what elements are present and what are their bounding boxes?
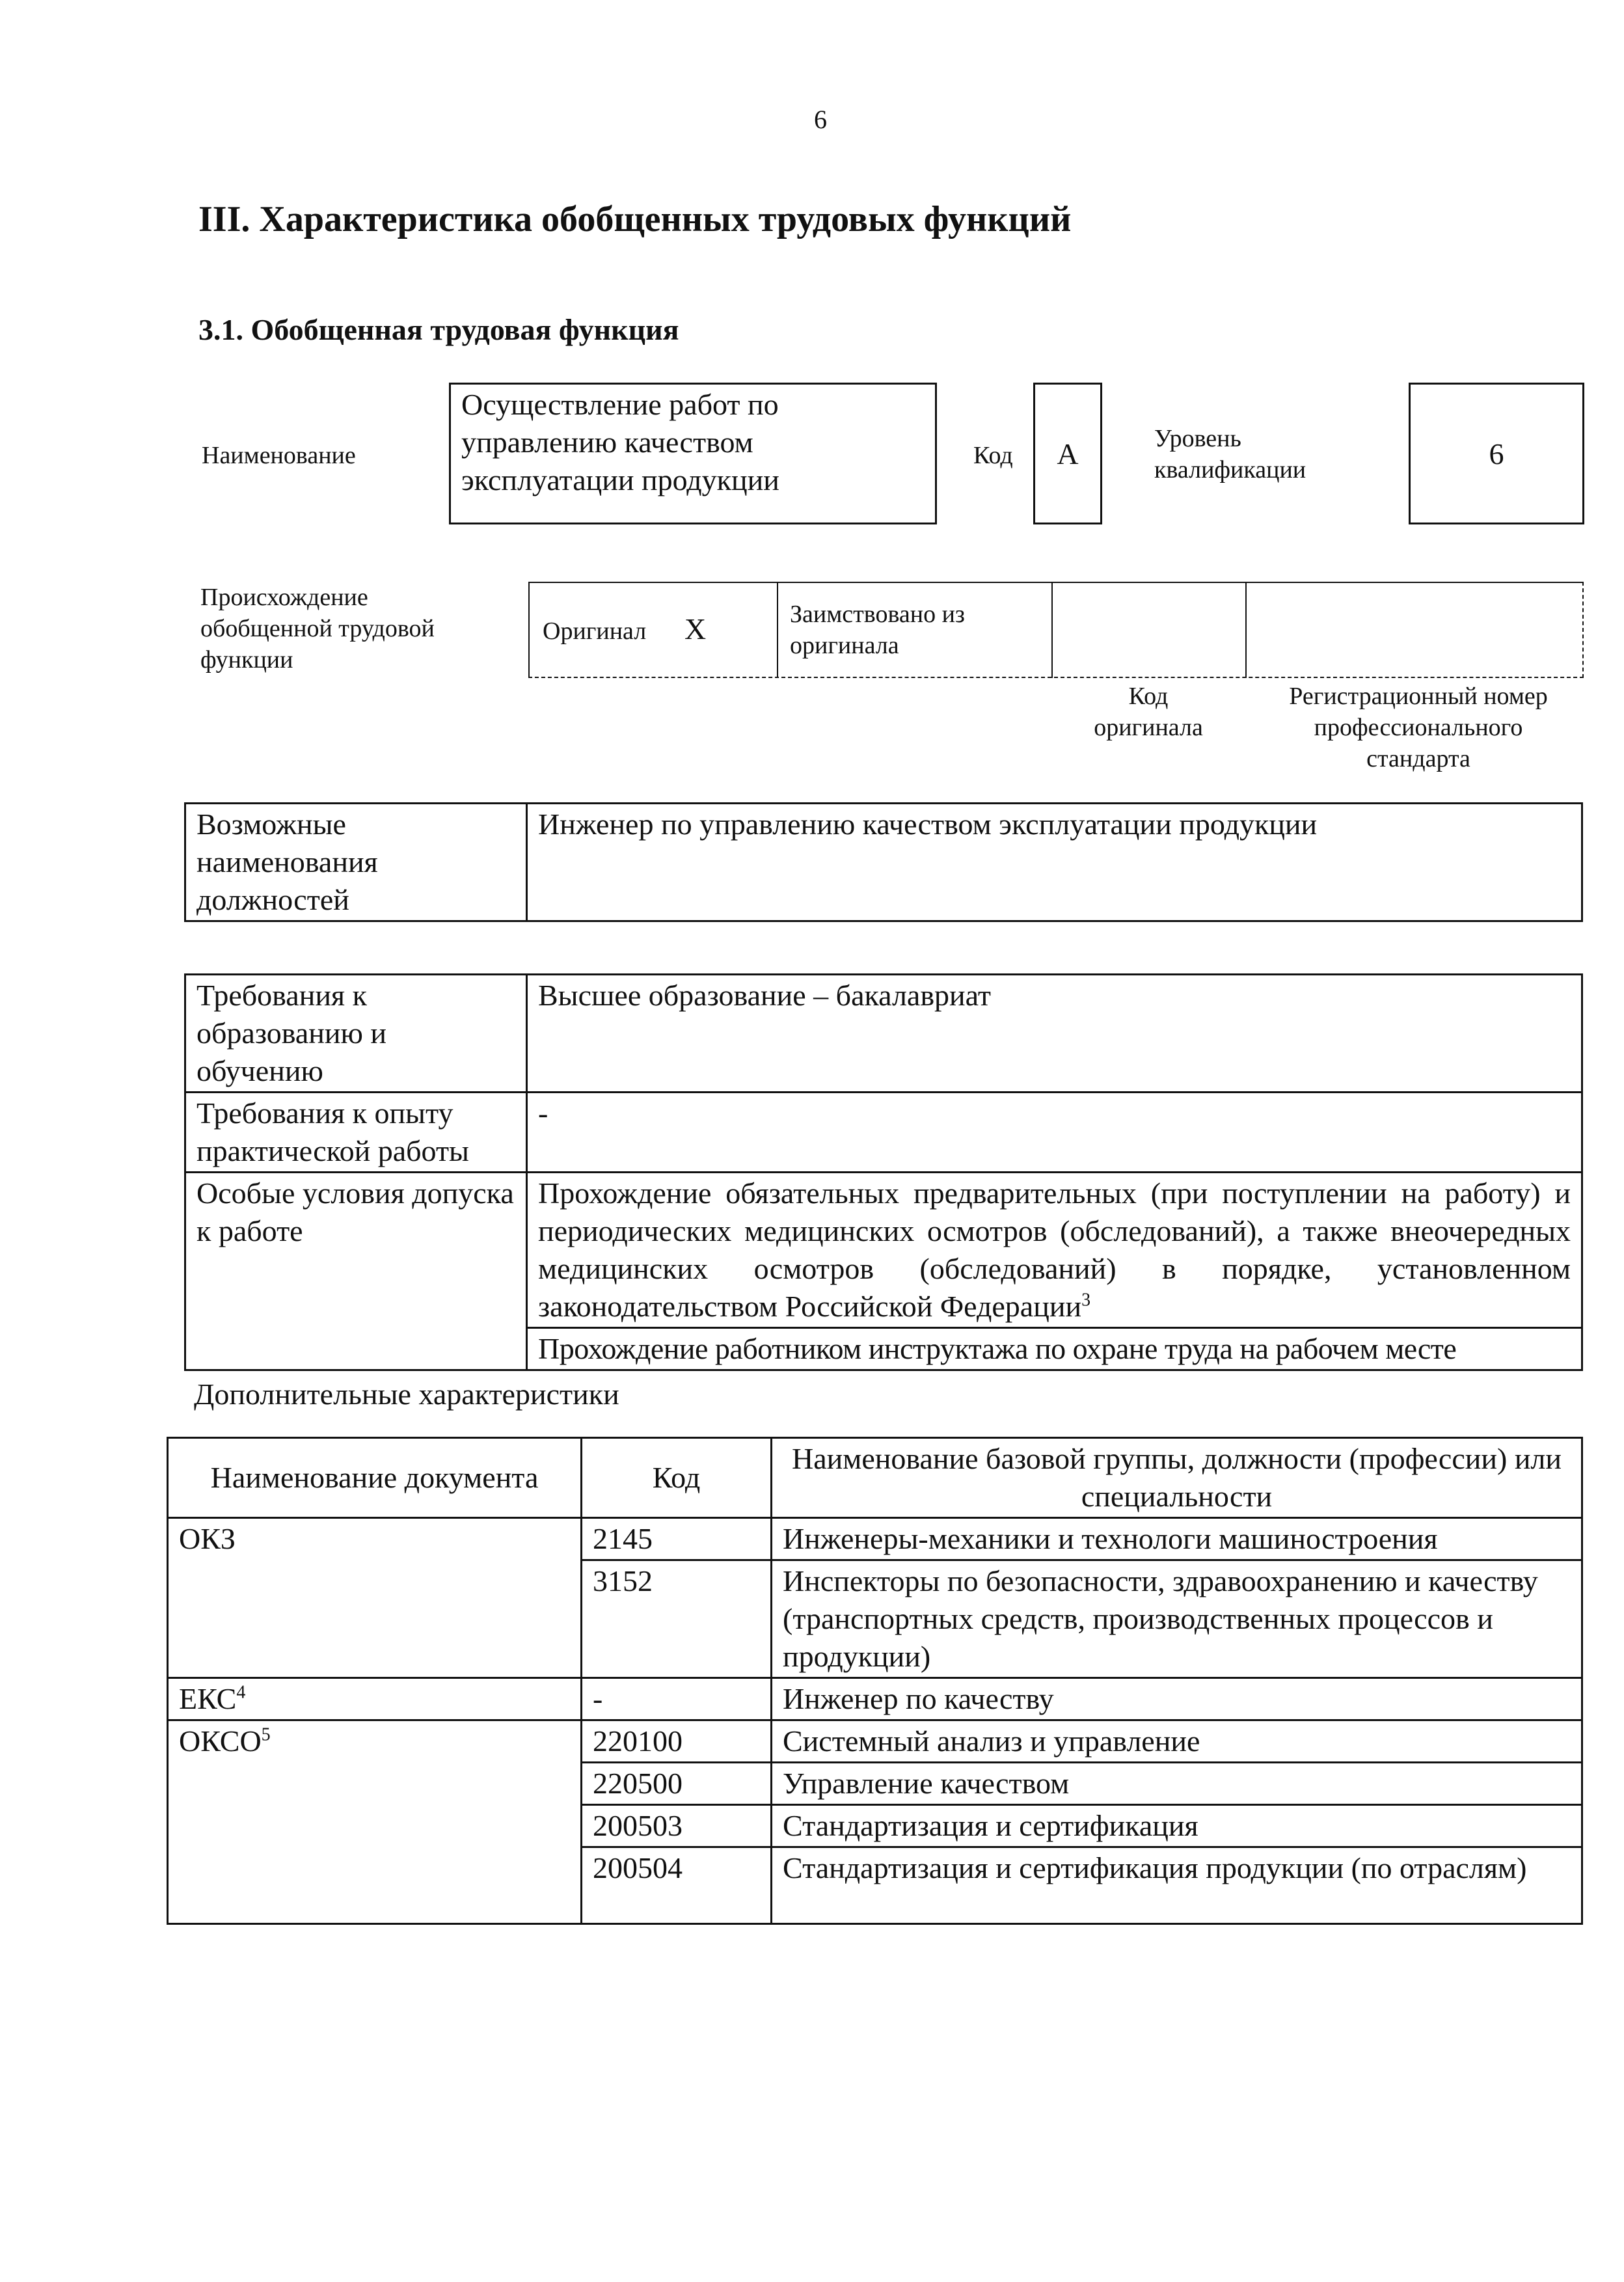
section-title: III. Характеристика обобщенных трудовых функций — [198, 199, 1072, 239]
function-name-label: Наименование — [202, 442, 356, 469]
additional-title: Дополнительные характеристики — [194, 1378, 619, 1411]
footnote-5: 5 — [261, 1724, 271, 1745]
function-level-value: 6 — [1489, 437, 1504, 470]
group-eks-label: ЕКС — [179, 1682, 237, 1715]
positions-value: Инженер по управлению качеством эксплуатации продукции — [527, 804, 1582, 921]
footnote-4: 4 — [236, 1682, 246, 1703]
function-code-value: A — [1057, 437, 1079, 470]
row-name: Инженер по качеству — [772, 1678, 1582, 1720]
row-code: 3152 — [582, 1560, 772, 1678]
origin-label: Происхождение обобщенной трудовой функции — [200, 584, 435, 673]
conditions-value-2: Прохождение работником инструктажа по охране труда на рабочем месте — [527, 1328, 1582, 1370]
page-number: 6 — [814, 105, 827, 134]
origin-divider-1 — [777, 583, 778, 678]
origin-reg-caption: Регистрационный номер профессионального стандарта — [1289, 683, 1548, 772]
origin-divider-2 — [1051, 583, 1053, 678]
footnote-3: 3 — [1081, 1290, 1091, 1311]
function-level-box — [1409, 383, 1584, 524]
function-name-value: Осуществление работ по управлению качеством эксплуатации продукции — [461, 388, 779, 496]
row-name: Управление качеством — [772, 1763, 1582, 1805]
education-label: Требования к образованию и обучению — [185, 975, 527, 1093]
row-code: 200503 — [582, 1805, 772, 1847]
group-okso — [168, 1720, 582, 1924]
table-row — [168, 1678, 1582, 1720]
requirements-table — [184, 973, 1583, 1371]
table-row — [168, 1518, 1582, 1560]
table-row — [185, 1093, 1582, 1173]
row-name: Инспекторы по безопасности, здравоохранению и качеству (транспортных средств, производственных процессов и продукции) — [772, 1560, 1582, 1678]
row-code: 2145 — [582, 1518, 772, 1560]
origin-divider-3 — [1245, 583, 1247, 678]
positions-label: Возможные наименования должностей — [185, 804, 527, 921]
group-okso-label: ОКСО — [179, 1724, 262, 1758]
education-value: Высшее образование – бакалавриат — [527, 975, 1582, 1093]
conditions-label: Особые условия допуска к работе — [185, 1173, 527, 1370]
group-eks — [168, 1678, 582, 1720]
function-level-label: Уровень квалификации — [1154, 425, 1306, 483]
conditions-value-1 — [527, 1173, 1582, 1328]
row-name: Стандартизация и сертификация продукции (по отраслям) — [772, 1847, 1582, 1924]
group-okz: ОКЗ — [168, 1518, 582, 1678]
row-code: - — [582, 1678, 772, 1720]
origin-original-mark: X — [684, 612, 707, 645]
experience-value: - — [527, 1093, 1582, 1173]
subsection-title: 3.1. Обобщенная трудовая функция — [198, 313, 679, 346]
row-name: Системный анализ и управление — [772, 1720, 1582, 1763]
origin-original-label: Оригинал — [543, 618, 647, 645]
origin-table — [528, 582, 1584, 678]
table-row — [185, 975, 1582, 1093]
conditions-text-1: Прохождение обязательных предварительных (при поступлении на работу) и периодических медицинских осмотров (обследований), а также внеочередных медицинских осмотров (обследований) в порядке, установленном законодательством Российской Федерации — [538, 1176, 1571, 1323]
function-name-box — [449, 383, 937, 524]
origin-borrowed-label: Заимствовано из оригинала — [790, 601, 965, 659]
row-code: 200504 — [582, 1847, 772, 1924]
row-code: 220100 — [582, 1720, 772, 1763]
positions-table — [184, 802, 1583, 922]
table-row — [185, 1173, 1582, 1328]
table-row — [168, 1720, 1582, 1763]
table-header-row — [168, 1438, 1582, 1518]
row-name: Инженеры-механики и технологи машиностроения — [772, 1518, 1582, 1560]
function-code-label: Код — [973, 442, 1013, 469]
origin-code-caption: Код оригинала — [1094, 683, 1203, 741]
additional-table — [167, 1437, 1583, 1925]
row-code: 220500 — [582, 1763, 772, 1805]
row-name: Стандартизация и сертификация — [772, 1805, 1582, 1847]
experience-label: Требования к опыту практической работы — [185, 1093, 527, 1173]
header-code: Код — [582, 1438, 772, 1518]
function-code-box — [1033, 383, 1102, 524]
header-document: Наименование документа — [168, 1438, 582, 1518]
header-name: Наименование базовой группы, должности (профессии) или специальности — [772, 1438, 1582, 1518]
